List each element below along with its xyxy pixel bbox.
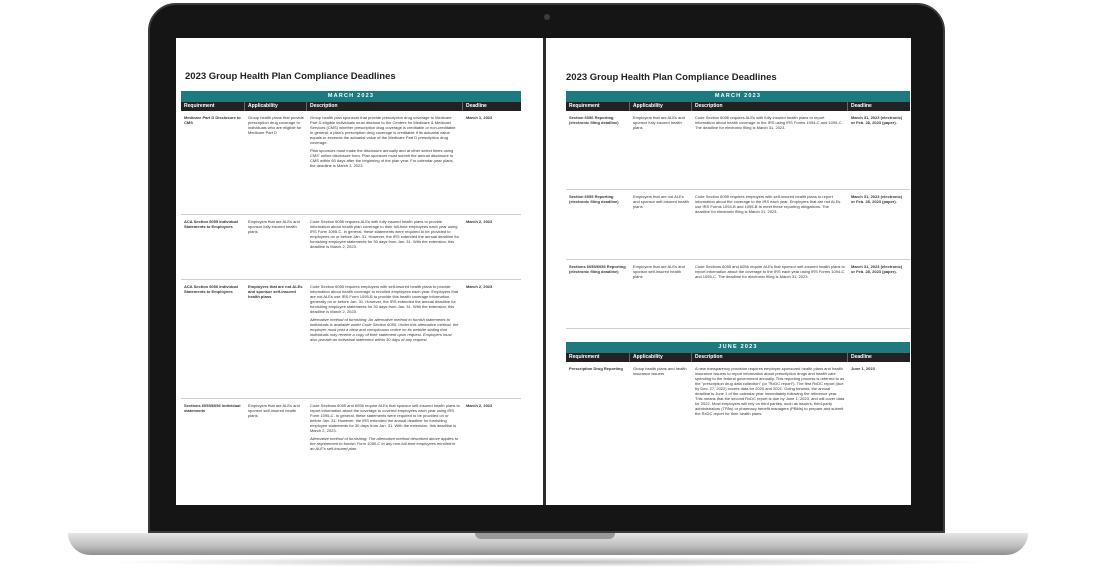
deadline-cell: March 31, 2023 (electronic) or Feb. 28, 2023 (paper). [851,264,903,274]
table-row [566,260,910,329]
deadline-cell: March 2, 2023 [466,403,493,408]
applicability-cell: Employers that are ALEs and sponsor self-insured health plans [248,403,300,418]
col-applicability: Applicability [630,353,692,362]
col-deadline: Deadline [466,103,487,109]
month-band: MARCH 2023 [181,91,521,102]
description-cell [307,399,463,499]
document-page-left[interactable] [176,38,543,505]
description-text-2: Alternative method of furnishing: The alternative method described above applies to the requirement to furnish Form 1095-C to any non-full-time employees enrolled in an ALE's self-insured plan. [310,436,459,451]
deadline-cell: March 2, 2023 [466,219,493,224]
description-text-2: Alternative method of furnishing: An alternative method to furnish statements to individuals is available under Code Section 6055. Under this alternative method, the employer must post a clear and conspicuous notice on its website stating that individuals may receive a copy of their statement upon request. Employers must also provide an individual statement within 30 days of any request. [310,317,459,342]
laptop-screen [176,38,911,505]
description-cell [307,111,463,214]
requirement-cell: ACA Section 6056 Individual Statements to Employees [184,284,238,294]
applicability-cell: Employers that are not ALEs and sponsor self-insured health plans [633,194,689,209]
description-cell: Code Sections 6055 and 6056 require ALEs that sponsor self-insured health plans to report information about the coverage to the IRS each year using IRS Forms 1094-C and 1095-C. The deadline for electronic filing is March 31, 2023. [695,264,845,279]
applicability-cell: Employers that are not ALEs and sponsor self-insured health plans [248,284,303,299]
col-description: Description [307,102,463,111]
camera-icon [544,14,550,20]
page-title: 2023 Group Health Plan Compliance Deadlines [566,72,777,83]
table-row [566,190,910,260]
col-description: Description [692,102,848,111]
applicability-cell: Group health plans that provide prescription drug coverage to individuals who are eligible for Medicare Part D [248,115,304,135]
applicability-cell: Group health plans and health insurance issuers [633,366,687,376]
laptop-notch [475,533,615,539]
table-row [566,362,910,466]
deadline-cell: March 31, 2023 (electronic) or Feb. 28, 2023 (paper). [851,115,903,125]
table-row [181,399,521,499]
applicability-cell: Employers that are ALEs and sponsor self-insured health plans [633,264,685,279]
description-text: Group health plan sponsors that provide prescription drug coverage to Medicare Part D-eligible individuals must disclose to the Centers for Medicare & Medicaid Services (CMS) whether prescription drug coverage is creditable or non-creditable. In general, a plan's prescription drug coverage is creditable if its actuarial value equals or exceeds the actuarial value of the Medicare Part D prescription drug coverage. [310,115,457,145]
applicability-cell: Employers that are ALEs and sponsor fully insured health plans [633,115,685,130]
month-band: JUNE 2023 [566,342,910,353]
description-text: Code Section 6055 requires employers with self-insured health plans to provide information about health coverage to enrolled employees each year. Employers that are not ALEs use IRS Form 1095-B to provide this health coverage information, generally on or before Jan. 31. However, the IRS extended the annual deadline for furnishing employee statements for 30 days from Jan. 31. With the extension, this deadline is March 2, 2023. [310,284,459,314]
col-requirement: Requirement [566,353,630,362]
table-row [181,280,521,399]
deadline-cell: March 31, 2023 (electronic) or Feb. 28, 2023 (paper). [851,194,903,204]
deadlines-table [566,91,910,329]
requirement-cell: Section 6056 Reporting (electronic filing deadline) [569,115,619,125]
requirement-cell: Prescription Drug Reporting [569,366,623,371]
description-cell: Code Section 6056 requires ALEs with fully insured health plans to report information about health coverage to the IRS using IRS Forms 1094-C and 1095-C. The deadline for electronic filing is March 31, 2023. [695,115,843,130]
col-applicability: Applicability [630,102,692,111]
month-band: MARCH 2023 [566,91,910,102]
laptop-shadow [100,557,1000,567]
description-text: Code Sections 6055 and 6056 require ALEs that sponsor self-insured health plans to report information about the coverage to covered employees each year using IRS Form 1095-C. In general, these statements were required to be provided on or before Jan. 31. However, the IRS extended the annual deadline for furnishing employee statements for 30 days from Jan. 31. With the extension, this deadline is March 2, 2023. [310,403,460,433]
requirement-cell: Medicare Part D Disclosure to CMS [184,115,241,125]
document-page-right[interactable] [546,38,911,505]
col-deadline: Deadline [851,354,872,360]
description-cell: Code Section 6056 requires ALEs with fully insured health plans to provide information about health plan coverage to their full-time employees each year using IRS Form 1095-C. In general, these statements were required to be provided to employees on or before Jan. 31. However, the IRS extended the annual deadline for furnishing employee statements for 30 days from Jan. 31. With the extension, this deadline is March 2, 2023. [310,219,459,249]
table-header [566,102,910,111]
col-requirement: Requirement [181,102,245,111]
deadlines-table [181,91,521,499]
description-cell: A new transparency provision requires employer-sponsored health plans and health insurance issuers to report information about prescription drugs and health care spending to the federal government annually. This reporting process is referred to as the "prescription drug data collection" (or "RxDC report"). The first RxDC report (due by Dec. 27, 2022) covers data for 2020 and 2021. Going forward, the annual deadline is June 1 of the calendar year immediately following the reference year. This means that the second RxDC report is due by June 1, 2023, and will cover data for 2022. Most employers will rely on third parties, such as issuers, third-party administrators (TPAs) or pharmacy benefit managers (PBMs) to prepare and submit the RxDC report for their health plans. [695,366,845,416]
table-row [566,111,910,190]
june-deadlines-table [566,342,910,466]
page-title: 2023 Group Health Plan Compliance Deadlines [185,71,396,82]
applicability-cell: Employers that are ALEs and sponsor fully insured health plans [248,219,300,234]
requirement-cell: Sections 6055/6056 individual statements [184,403,241,413]
requirement-cell: ACA Section 6055 Individual Statements to Employees [184,219,238,229]
description-cell [307,280,463,398]
requirement-cell: Section 6055 Reporting (electronic filing deadline) [569,194,619,204]
deadline-cell: June 1, 2023 [851,366,875,371]
requirement-cell: Sections 6055/6056 Reporting (electronic filing deadline) [569,264,626,274]
table-header [181,102,521,111]
deadline-cell: March 2, 2023 [466,284,493,289]
deadline-cell: March 1, 2023 [466,115,493,120]
col-description: Description [692,353,848,362]
description-cell: Code Section 6055 requires employers with self-insured health plans to report information about the coverage to the IRS each year. Employers that are not ALEs use IRS Forms 1094-B and 1095-B to meet these reporting obligations. The deadline for electronic filing is March 31, 2023. [695,194,841,214]
col-applicability: Applicability [245,102,307,111]
col-requirement: Requirement [566,102,630,111]
table-header [566,353,910,362]
col-deadline: Deadline [851,103,872,109]
table-row [181,215,521,280]
table-row [181,111,521,215]
description-text-2: Plan sponsors must make the disclosure annually and at other select times using CMS' online disclosure form. Plan sponsors must submit the annual disclosure to CMS within 60 days after the beginning of the plan year. For calendar-year plans, the deadline is March 1, 2023. [310,148,454,168]
